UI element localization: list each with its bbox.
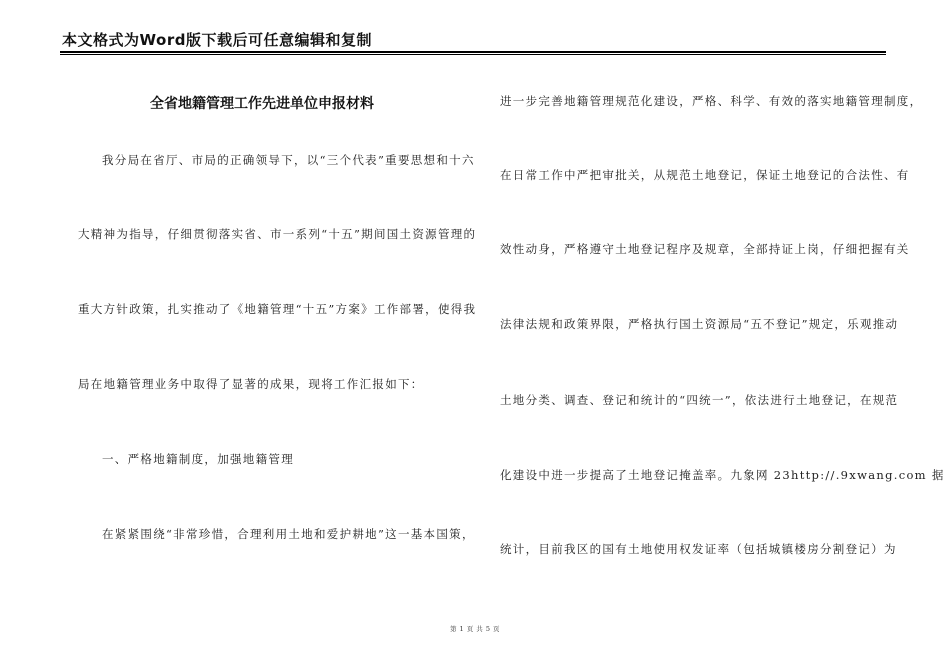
document-title: 全省地籍管理工作先进单位申报材料 bbox=[150, 96, 374, 112]
text-line: 在紧紧围绕“非常珍惜，合理利用土地和爱护耕地”这一基本国策， bbox=[102, 527, 475, 541]
page-number: 第 1 页 共 5 页 bbox=[449, 625, 501, 633]
text-line: 进一步完善地籍管理规范化建设，严格、科学、有效的落实地籍管理制度， bbox=[500, 94, 923, 108]
text-line: 大精神为指导，仔细贯彻落实省、市一系列“十五”期间国土资源管理的 bbox=[78, 227, 477, 241]
text-line: 统计，目前我区的国有土地使用权发证率（包括城镇楼房分割登记）为 bbox=[500, 542, 897, 556]
section-heading: 一、严格地籍制度，加强地籍管理 bbox=[102, 452, 294, 466]
text-line: 土地分类、调查、登记和统计的“四统一”，依法进行土地登记，在规范 bbox=[500, 393, 899, 407]
document-header: 本文格式为Word版下载后可任意编辑和复制 bbox=[62, 31, 372, 49]
text-line: 化建设中进一步提高了土地登记掩盖率。九象网 23http://.9xwang.com 据 bbox=[500, 468, 945, 482]
text-line: 重大方针政策，扎实推动了《地籍管理“十五”方案》工作部署，使得我 bbox=[78, 302, 477, 316]
text-line: 效性动身，严格遵守土地登记程序及规章，全部持证上岗，仔细把握有关 bbox=[500, 242, 910, 256]
header-rule bbox=[60, 51, 886, 53]
text-line: 法律法规和政策界限，严格执行国土资源局“五不登记”规定，乐观推动 bbox=[500, 317, 899, 331]
text-line: 我分局在省厅、市局的正确领导下，以“三个代表”重要思想和十六 bbox=[102, 153, 475, 167]
header-rule-thin bbox=[60, 54, 886, 55]
text-line: 局在地籍管理业务中取得了显著的成果，现将工作汇报如下： bbox=[78, 377, 424, 391]
text-line: 在日常工作中严把审批关，从规范土地登记，保证土地登记的合法性、有 bbox=[500, 168, 910, 182]
